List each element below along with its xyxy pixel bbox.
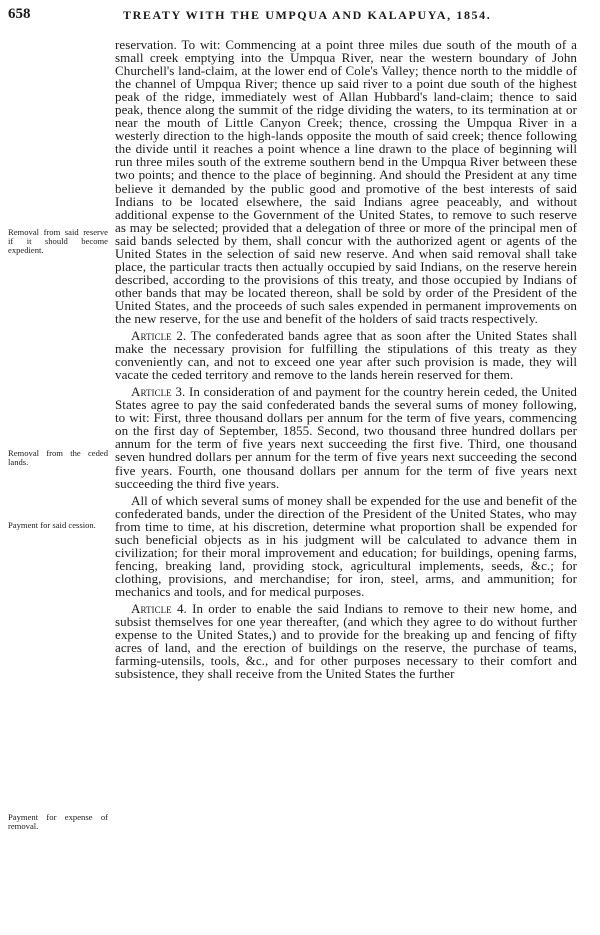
article-3-heading: Article 3. bbox=[131, 384, 186, 400]
treaty-body-text bbox=[115, 38, 577, 680]
article-2-heading: Article 2. bbox=[131, 328, 187, 344]
paragraph-article-4 bbox=[115, 602, 577, 680]
paragraph-article-3 bbox=[115, 385, 577, 489]
paragraph-expenditure: All of which several sums of money shall be expended for the use and benefit of the confederated bands, under the direction of the President of the United States, who may from time to time, at his discretion, determine what proportion shall be expended for such beneficial objects as in his judgment will be calculated to advance them in civilization; for their moral improvement and education; for buildings, opening farms, fencing, breaking land, providing stock, agricultural implements, seeds, &c.; for clothing, provisions, and merchandise; for iron, steel, arms, and ammunition; for mechanics and tools, and for medical purposes. bbox=[115, 492, 577, 599]
paragraph-article-2 bbox=[115, 329, 577, 381]
margin-note-removal-from-ceded-lands: Removal from the ceded lands. bbox=[8, 448, 108, 468]
article-3-text: In consideration of and payment for the country herein ceded, the United States agree to pay the said confederated bands the several sums of money following, to wit: First, three thousand dollars per annum for the term of five years, commencing on the first day of September, 1855. Second, two thousand three hundred dollars per annum for the term of five years next succeeding the first five. Third, one thousand seven hundred dollars per annum for the term of five years next succeeding the second five years. Fourth, one thousand dollars per annum for the term of five years next succeeding the third five years. bbox=[115, 384, 578, 491]
margin-note-payment-for-removal: Payment for expense of removal. bbox=[8, 812, 108, 832]
margin-note-payment-for-cession: Payment for said cession. bbox=[8, 520, 96, 530]
margin-note-removal-from-reserve: Removal from said reserve if it should become expedient. bbox=[8, 227, 108, 256]
running-head: TREATY WITH THE UMPQUA AND KALAPUYA, 1854. bbox=[123, 8, 492, 22]
article-2-text: The confederated bands agree that as soon after the United States shall make the necessary provision for fulfilling the stipulations of this treaty as they conveniently can, and not to exceed one year after such provision is made, they will vacate the ceded territory and remove to the lands herein reserved for them. bbox=[115, 328, 577, 383]
paragraph-reservation-boundary: reservation. To wit: Commencing at a point three miles due south of the mouth of a small creek emptying into the Umpqua River, near the western boundary of John Churchell's land-claim, at the lower end of Cole's Valley; thence north to the middle of the channel of Umpqua River; thence up said river to a point due south of the highest peak of the ridge, immediately west of Allan Hubbard's land-claim; thence to said peak, thence along the summit of the ridge dividing the waters, to its termination at or near the mouth of Little Canyon Creek; thence, crossing the Umpqua River in a westerly direction to the high-lands opposite the mouth of said creek; thence following the divide until it reaches a point whence a line drawn to the place of beginning will run three miles south of the extreme southern bend in the Umpqua River between these two points; and thence to the place of beginning. And should the President at any time believe it demanded by the public good and promotive of the best interests of said Indians to be located elsewhere, the said Indians agree peaceably, and without additional expense to the Government of the United States, to remove to such reserve as may be selected; provided that a delegation of three or more of the principal men of said bands selected by them, shall concur with the authorized agent or agents of the United States in the selection of said new reserve. And when said removal shall take place, the particular tracts then actually occupied by said Indians, on the reserve herein described, according to the provisions of this treaty, and those occupied by Indians of other bands that may be located thereon, shall be sold by order of the President of the United States, and the proceeds of such sales expended in permanent improvements on the new reserve, for the use and benefit of the holders of said tracts respectively. bbox=[115, 37, 577, 326]
article-4-heading: Article 4. bbox=[131, 600, 187, 616]
page-header bbox=[8, 6, 592, 28]
article-4-text: In order to enable the said Indians to remove to their new home, and subsist themselves for one year thereafter, (and which they agree to do without further expense to the United States,) and to provide for the breaking up and fencing of fifty acres of land, and the erection of buildings on the reserve, the purchase of teams, farming-utensils, tools, &c., and for other purposes necessary to their comfort and subsistence, they shall receive from the United States the further bbox=[115, 600, 578, 682]
page-number: 658 bbox=[8, 6, 31, 22]
